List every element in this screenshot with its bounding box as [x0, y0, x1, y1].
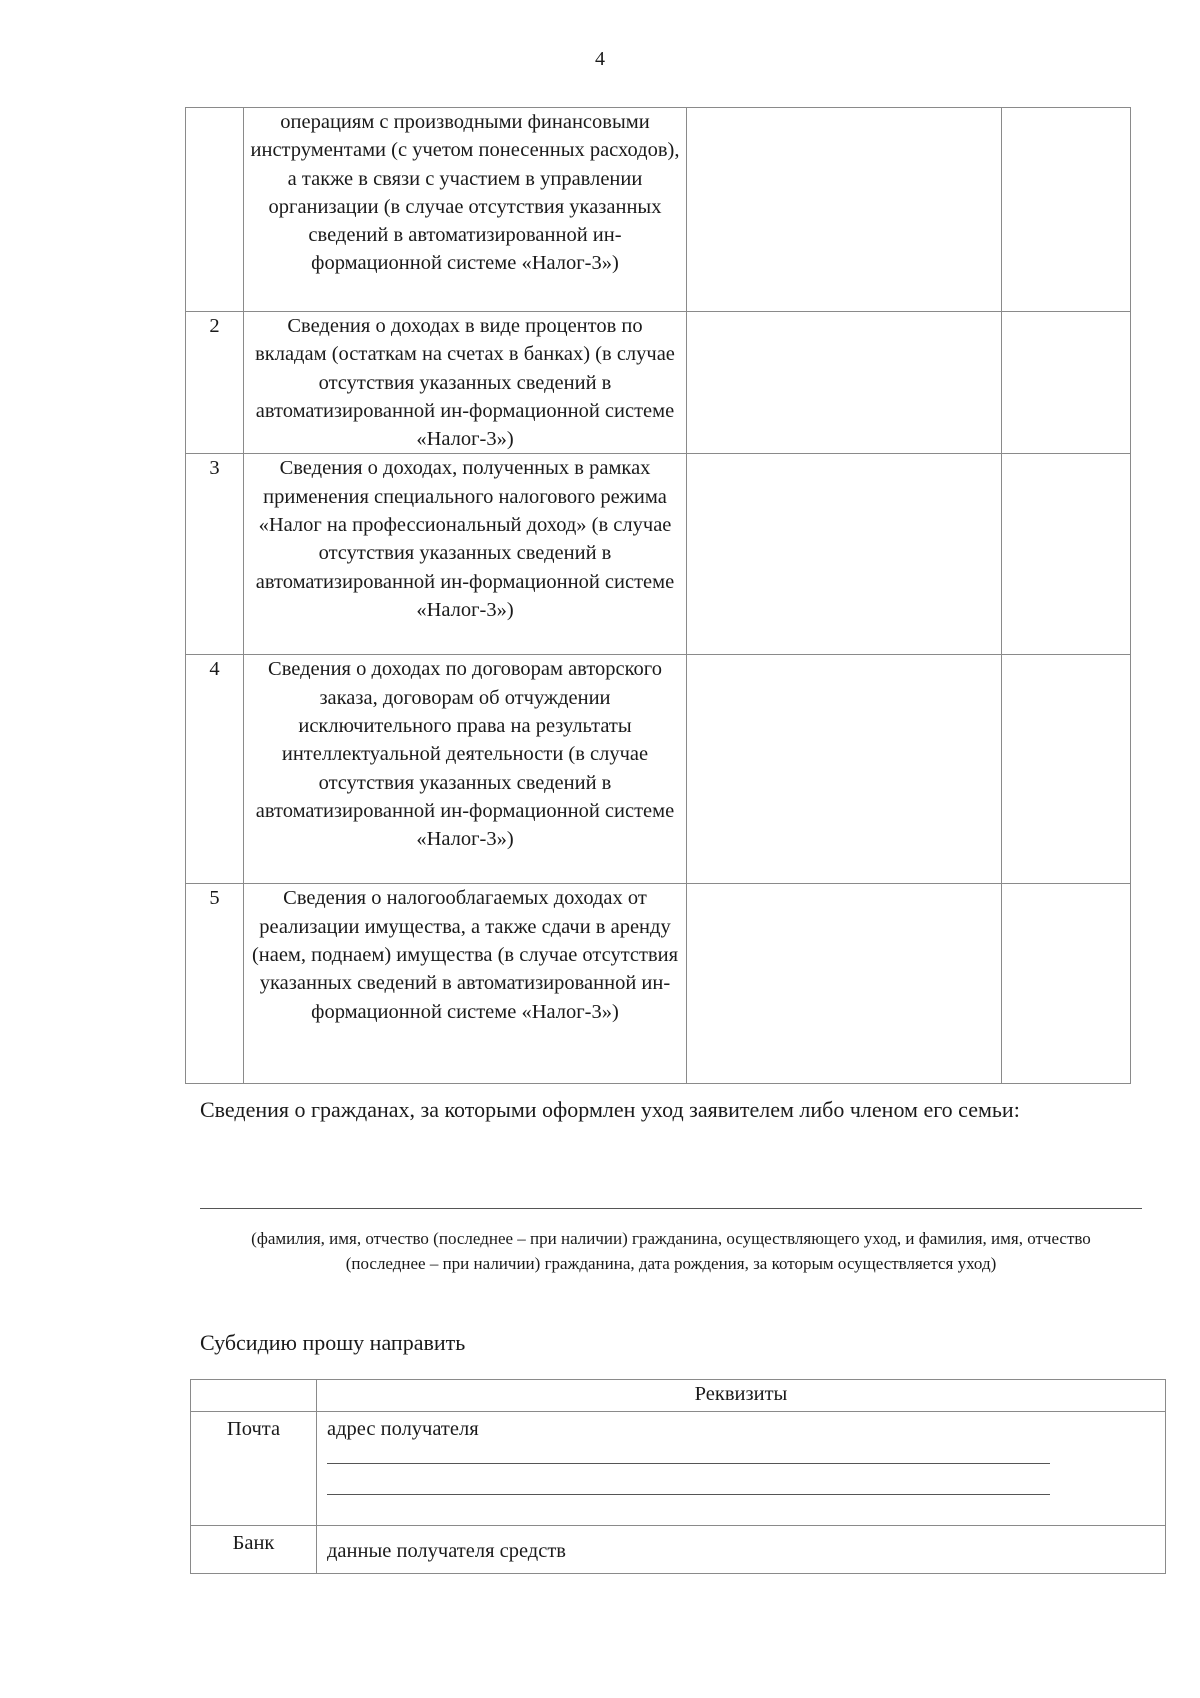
row-number: 5	[186, 884, 244, 1084]
requisites-header: Реквизиты	[317, 1380, 1166, 1412]
mail-details-label: адрес получателя	[327, 1418, 479, 1440]
row-value-cell[interactable]	[687, 655, 1002, 884]
row-number: 4	[186, 655, 244, 884]
row-number: 3	[186, 454, 244, 655]
row-note-cell[interactable]	[1002, 655, 1131, 884]
page-number: 4	[595, 48, 605, 70]
address-fill-line[interactable]	[327, 1494, 1050, 1495]
table-row	[186, 108, 1131, 312]
row-description: Сведения о доходах по договорам авторского заказа, договорам об отчуждении исключительного права на результаты интеллектуальной деятельности (в случае отсутствия указанных сведений в автоматизированной ин-формационной системе «Налог-3»)	[244, 655, 687, 884]
bank-details-cell[interactable]	[317, 1526, 1166, 1574]
income-table	[185, 107, 1131, 1084]
payment-method-bank: Банк	[191, 1526, 317, 1574]
row-note-cell[interactable]	[1002, 884, 1131, 1084]
row-description: операциям с производными финансовыми инструментами (с учетом понесенных расходов), а также в связи с участием в управлении организации (в случае отсутствия указанных сведений в автоматизированной ин-формационной системе «Налог-3»)	[244, 108, 687, 312]
address-fill-line[interactable]	[327, 1463, 1050, 1464]
mail-details-cell[interactable]	[317, 1412, 1166, 1526]
bank-details-label: данные получателя средств	[327, 1540, 566, 1562]
row-note-cell[interactable]	[1002, 454, 1131, 655]
row-value-cell[interactable]	[687, 884, 1002, 1084]
row-description: Сведения о доходах в виде процентов по вкладам (остаткам на счетах в банках) (в случае отсутствия указанных сведений в автоматизированной ин-формационной системе «Налог-3»)	[244, 312, 687, 454]
row-value-cell[interactable]	[687, 312, 1002, 454]
citizens-fill-line[interactable]	[200, 1208, 1142, 1209]
row-note-cell[interactable]	[1002, 312, 1131, 454]
table-row	[186, 655, 1131, 884]
table-row	[186, 312, 1131, 454]
requisites-header-empty	[191, 1380, 317, 1412]
table-row	[186, 454, 1131, 655]
requisites-header-row	[191, 1380, 1166, 1412]
requisites-table	[190, 1379, 1166, 1574]
subsidy-label: Субсидию прошу направить	[200, 1330, 466, 1355]
row-description: Сведения о доходах, полученных в рамках применения специального налогового режима «Налог на профессиональный доход» (в случае отсутствия указанных сведений в автоматизированной ин-формационной системе «Налог-3»)	[244, 454, 687, 655]
row-description: Сведения о налогооблагаемых доходах от реализации имущества, а также сдачи в аренду (наем, поднаем) имущества (в случае отсутствия указанных сведений в автоматизированной ин-формационной системе «Налог-3»)	[244, 884, 687, 1084]
row-value-cell[interactable]	[687, 108, 1002, 312]
row-value-cell[interactable]	[687, 454, 1002, 655]
row-number: 2	[186, 312, 244, 454]
row-number	[186, 108, 244, 312]
row-note-cell[interactable]	[1002, 108, 1131, 312]
table-row	[191, 1412, 1166, 1526]
citizens-fill-caption: (фамилия, имя, отчество (последнее – при наличии) гражданина, осуществляющего уход, и фамилия, имя, отчество (последнее – при наличии) гражданина, дата рождения, за которым осуществляется уход)	[251, 1229, 1091, 1273]
table-row	[191, 1526, 1166, 1574]
payment-method-mail: Почта	[191, 1412, 317, 1526]
table-row	[186, 884, 1131, 1084]
citizens-care-text: Сведения о гражданах, за которыми оформлен уход заявителем либо членом его семьи:	[200, 1097, 1020, 1122]
